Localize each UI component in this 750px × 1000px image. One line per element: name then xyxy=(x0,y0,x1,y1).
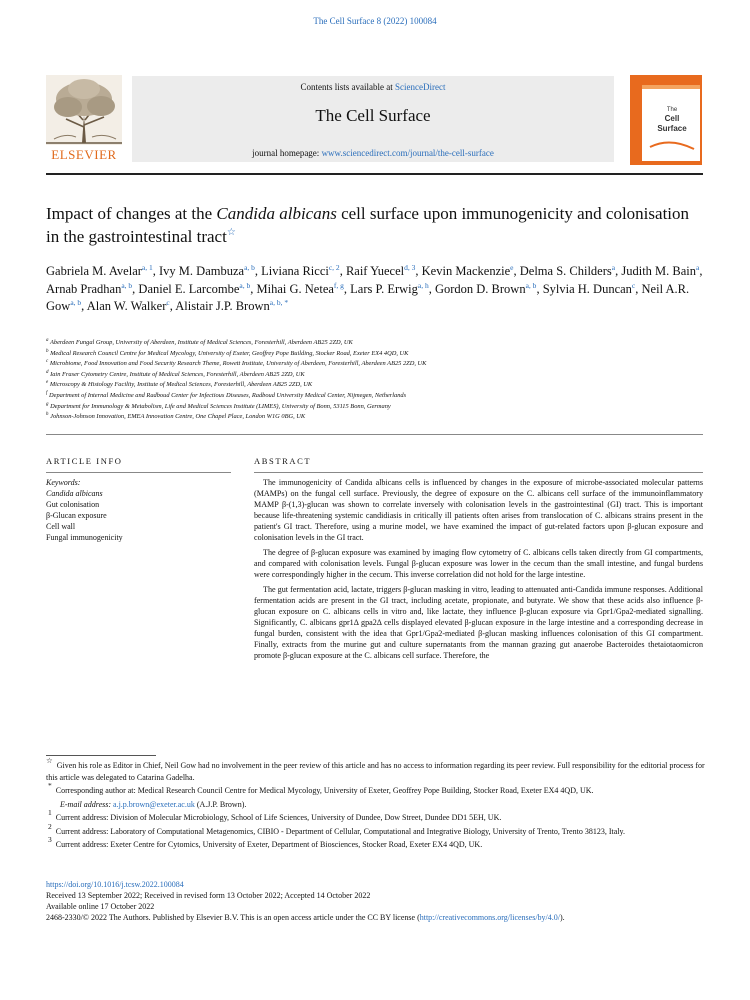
journal-name: The Cell Surface xyxy=(315,106,431,125)
cover-text-2: Cell xyxy=(664,114,680,123)
homepage-line xyxy=(132,148,614,158)
affiliation-item: $^b$ Medical Research Council Centre for Medical Mycology, University of Exeter, Geoffrey Pope Building, Stocker Road, Exeter EX4 4QD, UK xyxy=(46,348,409,357)
license-line: 2468-2330/© 2022 The Authors. Published by Elsevier B.V. This is an open access article under the CC BY license (http://creativecommons.org/licenses/by/4.0/). xyxy=(46,913,565,922)
affiliation-item: $^f$ Department of Internal Medicine and Radboud Center for Infectious Diseases, Radboud University Medical Center, Nijmegen, Netherlands xyxy=(46,390,407,399)
journal-cover-icon xyxy=(630,75,702,165)
author-name: Neil A.R. Gow xyxy=(46,281,690,313)
keyword-item: Cell wall xyxy=(46,522,76,531)
affiliation-item: $^d$ Iain Fraser Cytometry Centre, Institute of Medical Sciences, Foresterhill, Aberdeen AB25 2ZD, UK xyxy=(46,369,305,378)
author-name: Daniel E. Larcombe xyxy=(138,281,240,296)
author-name: Liviana Ricci xyxy=(261,264,329,278)
journal-cover-image xyxy=(630,75,702,165)
author-affiliation-marks[interactable]: a, b xyxy=(244,263,255,272)
affiliation-item: $^g$ Department for Immunology & Metabolism, Life and Medical Sciences Institute (LIMES), University of Bonn, 53115 Bonn, Germany xyxy=(46,401,391,410)
affiliation-item: $^h$ Johnson-Johnson Innovation, EMEA Innovation Centre, One Chapel Place, London W1G 0BG, UK xyxy=(46,412,306,421)
author-name: Kevin Mackenzie xyxy=(421,264,511,278)
contents-line xyxy=(132,82,614,92)
footnote-corresponding: * Corresponding author at: Medical Research Council Centre for Medical Mycology, University of Exeter, Geoffrey Pope Building, Stocker Road, Exeter EX4 4QD, UK. xyxy=(48,781,594,795)
elsevier-logo xyxy=(46,75,122,163)
author-affiliation-marks[interactable]: a, b xyxy=(70,298,82,307)
keywords-block xyxy=(46,477,231,543)
sciencedirect-link[interactable]: ScienceDirect xyxy=(395,82,446,92)
author-name: Sylvia H. Duncan xyxy=(542,281,632,296)
author-affiliation-marks[interactable]: a xyxy=(611,263,616,272)
title-part-2: cell surface upon immunogenicity and colonisation in the gastrointestinal tract xyxy=(46,204,690,246)
publication-info xyxy=(46,879,706,923)
cover-text-1: The xyxy=(666,107,678,113)
header-divider xyxy=(46,173,703,175)
footnote-1: $^1$ Current address: Division of Molecular Microbiology, School of Life Sciences, University of Dundee, Dow Street, Dundee DD1 5EH, UK. xyxy=(48,808,502,822)
footnote-email: E-mail address: a.j.p.brown@exeter.ac.uk (A.J.P. Brown). xyxy=(60,799,247,809)
journal-reference-link[interactable]: The Cell Surface 8 (2022) 100084 xyxy=(313,16,437,26)
footnote-2: $^2$ Current address: Laboratory of Computational Metagenomics, CIBIO - Department of Cellular, Computational and Integrative Biology, University of Trento, Trento 38123, Italy. xyxy=(48,821,625,836)
abstract-paragraph-3: The gut fermentation acid, lactate, triggers β-glucan masking in vitro, leading to attenuated anti-Candida immune responses. Additional fermentation acids are present in the GI tract, including acetate, propionate, and butyrate. We show that these acids also influence β-glucan exposure on C. albicans cells in vitro and, like lactate, they influence β-glucan exposure via Gpr1/Gpa2-mediated signalling. Significantly, C. albicans gpr1Δ gpa2Δ cells displayed elevated β-glucan exposure in the large intestine and a corresponding decrease in fungal burden, consistent with the idea that Gpr1/Gpa2-mediated β-glucan masking influences colonisation of this GI compartment. Finally, extracts from the murine gut and culture supernatants from the mannan grazing gut anaerobe Bacteroides thetaiotaomicron promote β-glucan exposure at the C. albicans cell surface. Therefore, the xyxy=(254,585,703,660)
keyword-item: Gut colonisation xyxy=(46,500,100,509)
author-name: Gabriela M. Avelar xyxy=(46,264,142,278)
keyword-item: Fungal immunogenicity xyxy=(46,533,123,542)
title-footnote-star[interactable]: ☆ xyxy=(226,227,236,238)
article-info-heading: ARTICLE INFO xyxy=(46,456,123,466)
affiliation-item: $^e$ Microscopy & Histology Facility, Institute of Medical Sciences, Foresterhill, Aberdeen AB25 2ZD, UK xyxy=(46,380,313,389)
author-list: Gabriela M. Avelar$^{a, 1}$, Ivy M. Dambuza$^{a, b}$, Liviana Ricci$^{c, 2}$, Raif Yuecel$^{d, 3}$, Kevin Mackenzie$^e$, Delma S. Childers$^a$, Judith M. Bain$^a$, Arnab Pradhan$^{a, b}$, Daniel E. Larcombe$^{a, b}$, Mihai G. Netea$^{f, g}$, Lars P. Erwig$^{a, h}$, Gordon D. Brown$^{a, b}$, Sylvia H. Duncan$^c$, Neil A.R. Gow$^{a, b}$, Alan W. Walker$^c$, Alistair J.P. Brown$^{a, b, *}$ xyxy=(46,263,703,313)
author-affiliation-marks[interactable]: a, b xyxy=(525,280,537,290)
keyword-item: β-Glucan exposure xyxy=(46,511,107,520)
author-affiliation-marks[interactable]: a, b xyxy=(121,280,133,290)
author-affiliation-marks[interactable]: c xyxy=(166,298,170,307)
affiliation-divider xyxy=(46,434,703,435)
author-name: Arnab Pradhan xyxy=(46,281,122,296)
article-title xyxy=(46,202,696,248)
author-name: Raif Yuecel xyxy=(345,264,405,278)
doi-link[interactable]: https://doi.org/10.1016/j.tcsw.2022.100084 xyxy=(46,880,184,889)
footnote-3: $^3$ Current address: Exeter Centre for Cytomics, University of Exeter, Department of Biosciences, Stocker Road, Exeter EX4 4QD, UK. xyxy=(48,835,483,849)
author-affiliation-marks[interactable]: c xyxy=(631,280,636,290)
affiliation-item: $^c$ Microbiome, Food Innovation and Food Security Research Theme, Rowett Institute, University of Aberdeen, Foresterhill, Aberdeen AB25 2ZD, UK xyxy=(46,359,427,368)
abstract-paragraph-2: The degree of β-glucan exposure was examined by imaging flow cytometry of C. albicans cells taken directly from GI compartments, and compared with colonisation levels. Fungal β-glucan exposure was lower in the cecum than the small intestine, and fungal burdens were correspondingly higher in the cecum. This inverse correlation did not hold for the large intestine. xyxy=(254,548,703,579)
author-name: Ivy M. Dambuza xyxy=(159,264,245,278)
author-name: Judith M. Bain xyxy=(621,264,697,278)
author-name: Alan W. Walker xyxy=(86,299,167,313)
publisher-name: ELSEVIER xyxy=(51,147,117,162)
author-affiliation-marks[interactable]: d, 3 xyxy=(404,263,416,272)
footnotes xyxy=(46,756,706,853)
author-affiliation-marks[interactable]: f, g xyxy=(333,280,344,290)
received-dates: Received 13 September 2022; Received in revised form 13 October 2022; Accepted 14 October 2022 xyxy=(46,891,371,900)
elsevier-tree-icon xyxy=(46,75,122,163)
abstract-rule xyxy=(254,472,703,473)
footnote-star: ☆ Given his role as Editor in Chief, Neil Gow had no involvement in the peer review of this article and has no access to information regarding its peer review. Full responsibility for the editorial process for this article was delegated to Catarina Gadelha. xyxy=(46,756,705,782)
journal-homepage-link[interactable]: www.sciencedirect.com/journal/the-cell-surface xyxy=(321,148,494,158)
abstract-paragraph-1: The immunogenicity of Candida albicans cells is influenced by changes in the exposure of microbe-associated molecular patterns (MAMPs) on the fungal cell surface. Previously, the degree of exposure on the C. albicans cell surface of the immunoinflammatory MAMP β-(1,3)-glucan was shown to correlate inversely with colonisation levels in the gastrointestinal (GI) tract. This is important because life-threatening systemic candidiasis in critically ill patients often arises from translocation of C. albicans strains present in the patient's GI tract. Therefore, using a murine model, we have examined the impact of gut-related factors upon β-glucan exposure and colonisation levels in the GI tract. xyxy=(254,478,703,542)
license-link[interactable]: http://creativecommons.org/licenses/by/4.0/ xyxy=(419,913,561,922)
author-name: Lars P. Erwig xyxy=(350,281,418,296)
email-link[interactable]: a.j.p.brown@exeter.ac.uk xyxy=(113,799,195,809)
affiliation-list xyxy=(46,338,706,423)
keyword-item: Candida albicans xyxy=(46,489,103,498)
title-part-1: Impact of changes at the xyxy=(46,204,217,223)
cover-text-3: Surface xyxy=(657,124,687,133)
author-affiliation-marks[interactable]: e xyxy=(510,263,514,272)
author-affiliation-marks[interactable]: c, 2 xyxy=(328,263,340,272)
homepage-prefix: journal homepage: xyxy=(252,148,322,158)
affiliation-item: $^a$ Aberdeen Fungal Group, University of Aberdeen, Institute of Medical Sciences, Foresterhill, Aberdeen AB25 2ZD, UK xyxy=(46,338,353,346)
author-affiliation-marks[interactable]: a, h xyxy=(417,280,429,290)
author-name: Delma S. Childers xyxy=(519,264,612,278)
author-affiliation-marks[interactable]: a, b, * xyxy=(269,298,289,307)
journal-header-box xyxy=(132,76,614,162)
author-name: Mihai G. Netea xyxy=(256,281,334,296)
abstract-heading: ABSTRACT xyxy=(254,456,312,466)
article-info-rule xyxy=(46,472,231,473)
available-online: Available online 17 October 2022 xyxy=(46,902,155,911)
author-affiliation-marks[interactable]: a, 1 xyxy=(141,263,153,272)
author-name: Gordon D. Brown xyxy=(434,281,526,296)
author-affiliation-marks[interactable]: a xyxy=(696,263,700,272)
contents-prefix: Contents lists available at xyxy=(300,82,395,92)
abstract-body xyxy=(254,477,703,661)
title-italic-species: Candida albicans xyxy=(216,204,337,223)
keywords-label: Keywords: xyxy=(46,478,81,487)
author-name: Alistair J.P. Brown xyxy=(175,299,270,313)
footnote-rule xyxy=(46,755,156,756)
author-affiliation-marks[interactable]: a, b xyxy=(239,280,251,290)
